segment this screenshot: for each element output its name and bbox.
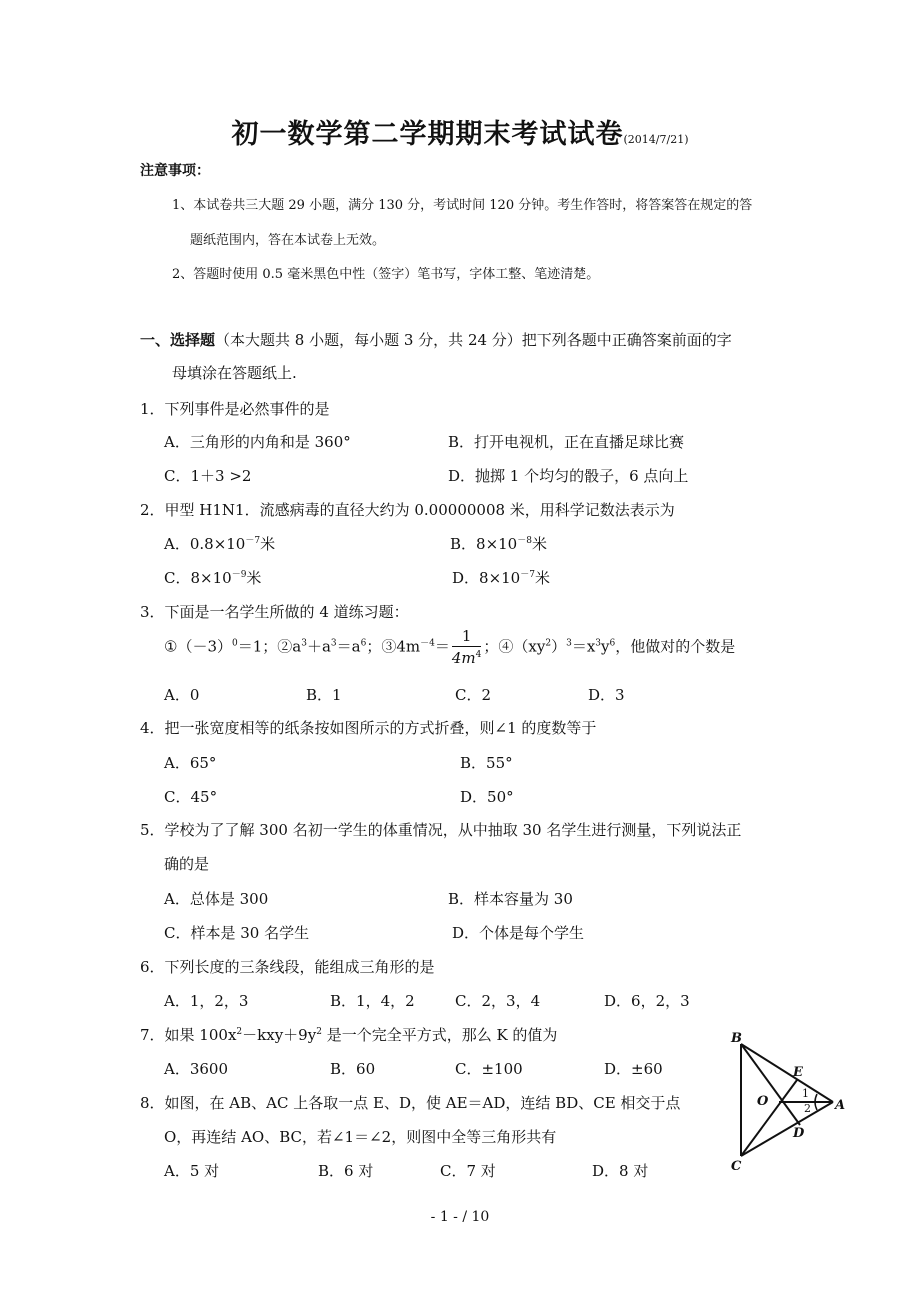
q4-option-c: C．45° [164, 788, 218, 806]
exam-date: (2014/7/21) [623, 133, 689, 146]
page-number: - 1 - / 10 [430, 1209, 490, 1225]
q5-option-c: C．样本是 30 名学生 [164, 924, 310, 942]
notice-item-2: 2、答题时使用 0.5 毫米黑色中性（签字）笔书写，字体工整、笔迹清楚。 [172, 267, 600, 282]
q5-option-a: A．总体是 300 [164, 890, 269, 908]
q3-option-c: C．2 [455, 686, 492, 704]
q6-option-d: D．6，2，3 [604, 992, 690, 1010]
q3-option-a: A．0 [164, 686, 200, 704]
q3-fraction: $\frac{1}{4m^4}$ [451, 627, 482, 667]
section-heading: 一、选择题（本大题共 8 小题，每小题 3 分，共 24 分）把下列各题中正确答案前面的字 [140, 331, 732, 349]
q8-option-d: D．8 对 [592, 1162, 649, 1180]
section-desc-cont: 母填涂在答题纸上. [172, 364, 297, 382]
q6-option-a: A．1，2，3 [164, 992, 249, 1010]
angle-label-1: 1 [802, 1087, 809, 1100]
q5-option-d: D．个体是每个学生 [452, 924, 585, 942]
label-a: A [835, 1098, 846, 1113]
q4-option-a: A．65° [164, 754, 217, 772]
notice-item-1: 1、本试卷共三大题 29 小题，满分 130 分，考试时间 120 分钟。考生作答时，将答案答在规定的答 [172, 198, 753, 213]
q8-option-c: C．7 对 [440, 1162, 496, 1180]
q5-option-b: B．样本容量为 30 [448, 890, 573, 908]
segment-bd [741, 1044, 800, 1125]
q4-option-b: B．55° [460, 754, 513, 772]
q7-option-a: A．3600 [164, 1060, 229, 1078]
q7-option-d: D．±60 [604, 1060, 663, 1078]
q2-option-a: A．$0.8\times 10^{-7}$米 [164, 535, 276, 553]
question-3-stem: 3．下面是一名学生所做的 4 道练习题： [140, 603, 409, 621]
angle-label-2: 2 [804, 1102, 811, 1115]
question-8-stem: 8．如图，在 AB、AC 上各取一点 E、D，使 AE＝AD，连结 BD、CE 相交于点 [140, 1094, 681, 1112]
label-e: E [793, 1065, 803, 1080]
edge-ca [741, 1102, 833, 1156]
q7-option-c: C．±100 [455, 1060, 523, 1078]
label-d: D [793, 1126, 805, 1141]
q3-option-b: B．1 [306, 686, 342, 704]
q2-option-b: B．$8\times 10^{-8}$米 [450, 535, 547, 553]
page-title: 初一数学第二学期期末考试试卷(2014/7/21) [231, 119, 689, 150]
q3-option-d: D．3 [588, 686, 625, 704]
q4-option-d: D．50° [460, 788, 514, 806]
q1-option-d: D．抛掷 1 个均匀的骰子，6 点向上 [448, 467, 689, 485]
q8-option-a: A．5 对 [164, 1162, 220, 1180]
question-4-stem: 4．把一张宽度相等的纸条按如图所示的方式折叠，则∠1 的度数等于 [140, 719, 597, 737]
question-5-stem-cont: 确的是 [164, 855, 210, 873]
q2-option-c: C．$8\times 10^{-9}$米 [164, 569, 262, 587]
q3-exercises: $①(-3)^0=1$；$②a^3+a^3=a^6$；$③4m^{-4}=$ $\frac{1}{4m^4}$ ；$④(xy^2)^3=x^3y^6$，他做对的个数是 [164, 627, 736, 667]
question-6-stem: 6．下列长度的三条线段，能组成三角形的是 [140, 958, 435, 976]
q6-option-b: B．1，4，2 [330, 992, 415, 1010]
q7-option-b: B．60 [330, 1060, 376, 1078]
question-5-stem: 5．学校为了了解 300 名初一学生的体重情况，从中抽取 30 名学生进行测量，下列说法正 [140, 821, 742, 839]
q8-option-b: B．6 对 [318, 1162, 374, 1180]
segment-ce [741, 1080, 797, 1156]
label-c: C [731, 1159, 742, 1172]
notice-item-1-cont: 题纸范围内，答在本试卷上无效。 [190, 233, 386, 248]
triangle-figure [725, 1030, 855, 1172]
q1-option-c: C．1＋3 >2 [164, 467, 252, 485]
q2-option-d: D．$8\times 10^{-7}$米 [452, 569, 550, 587]
question-1-stem: 1．下列事件是必然事件的是 [140, 400, 330, 418]
question-8-stem-cont: O，再连结 AO、BC，若∠1＝∠2，则图中全等三角形共有 [164, 1128, 557, 1146]
question-7-stem: 7．如果 $100x^2-kxy+9y^2$ 是一个完全平方式，那么 K 的值为 [140, 1026, 558, 1044]
notice-heading: 注意事项： [140, 163, 210, 179]
q1-option-b: B．打开电视机，正在直播足球比赛 [448, 433, 685, 451]
label-o: O [757, 1094, 769, 1109]
question-2-stem: 2．甲型 H1N1．流感病毒的直径大约为 0.00000008 米，用科学记数法表示为 [140, 501, 675, 519]
label-b: B [731, 1031, 742, 1046]
q1-option-a: A．三角形的内角和是 360° [164, 433, 351, 451]
q6-option-c: C．2，3，4 [455, 992, 541, 1010]
